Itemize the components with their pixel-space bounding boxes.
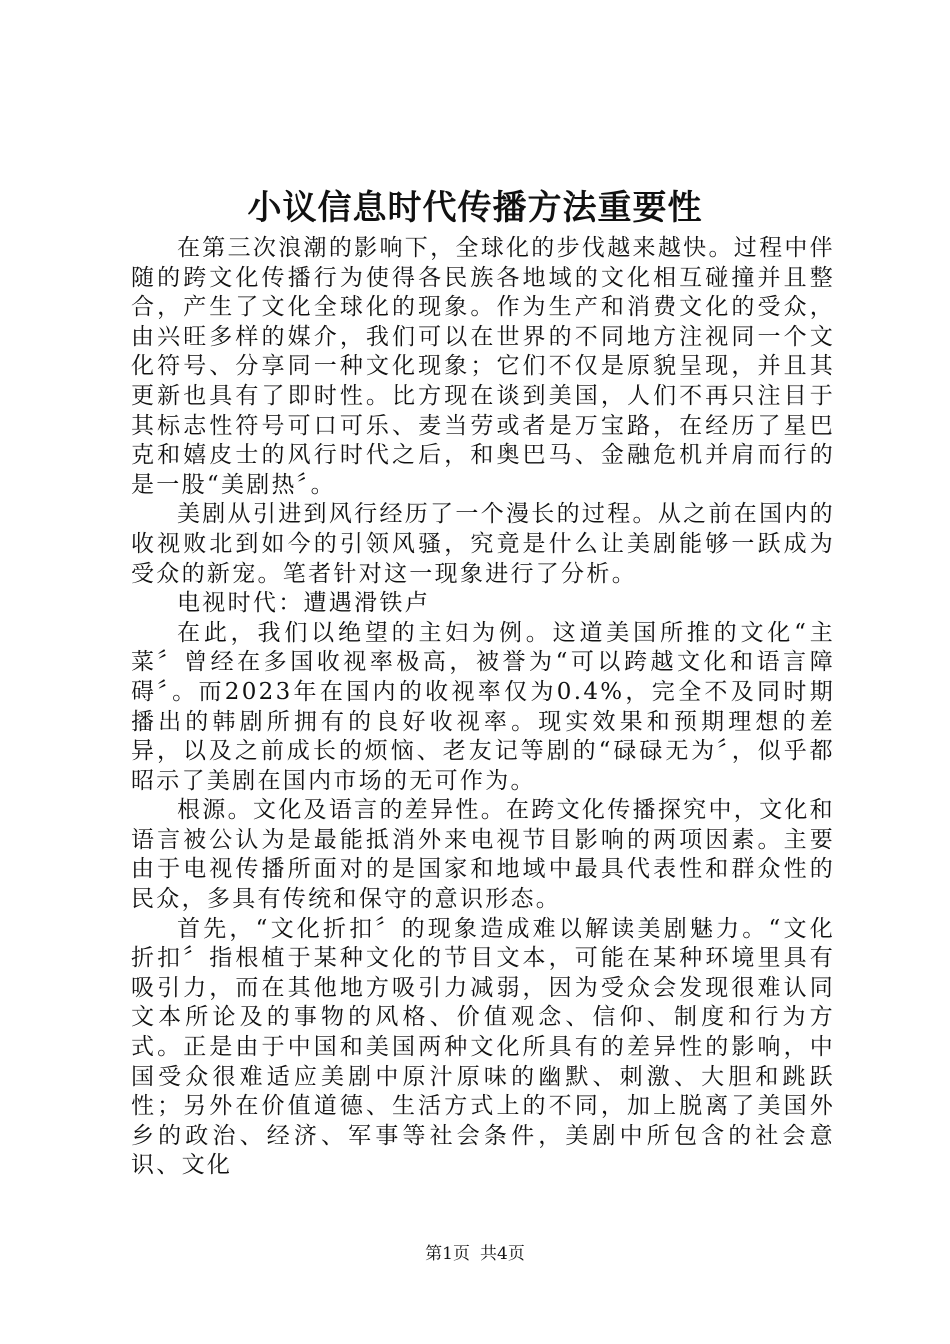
paragraph: 首先，“文化折扣〞的现象造成难以解读美剧魅力。“文化折扣〞指根植于某种文化的节目文本，可能在某种环境里具有吸引力，而在其他地方吸引力减弱，因为受众会发现很难认同文本所论及的事物的风格、价值观念、信仰、制度和行为方式。正是由于中国和美国两种文化所具有的差异性的影响，中国受众很难适应美剧中原汁原味的幽默、刺激、大胆和跳跃性；另外在价值道德、生活方式上的不同，加上脱离了美国外乡的政治、经济、军事等社会条件，美剧中所包含的社会意识、文化 xyxy=(131,915,835,1179)
paragraph: 美剧从引进到风行经历了一个漫长的过程。从之前在国内的收视败北到如今的引领风骚，究竟是什么让美剧能够一跃成为受众的新宠。笔者针对这一现象进行了分析。 xyxy=(131,501,835,587)
paragraph: 根源。文化及语言的差异性。在跨文化传播探究中，文化和语言被公认为是最能抵消外来电视节目影响的两项因素。主要由于电视传播所面对的是国家和地域中最具代表性和群众性的民众，多具有传统和保守的意识形态。 xyxy=(131,797,835,913)
section-heading: 电视时代：遭遇滑铁卢 xyxy=(177,590,430,617)
document-body xyxy=(131,234,835,1181)
page-number: 第1页 xyxy=(425,1244,470,1264)
paragraph: 在此，我们以绝望的主妇为例。这道美国所推的文化“主菜〞曾经在多国收视率极高，被誉为“可以跨越文化和语言障碍〞。而2023年在国内的收视率仅为0.4%，完全不及同时期播出的韩剧所拥有的良好收视率。现实效果和预期理想的差异，以及之前成长的烦恼、老友记等剧的“碌碌无为〞，似乎都昭示了美剧在国内市场的无可作为。 xyxy=(131,619,835,794)
page-footer xyxy=(0,1242,950,1266)
page-total: 共4页 xyxy=(480,1244,525,1264)
document-title: 小议信息时代传播方法重要性 xyxy=(247,188,703,228)
paragraph: 在第三次浪潮的影响下，全球化的步伐越来越快。过程中伴随的跨文化传播行为使得各民族各地域的文化相互碰撞并且整合，产生了文化全球化的现象。作为生产和消费文化的受众，由兴旺多样的媒介，我们可以在世界的不同地方注视同一个文化符号、分享同一种文化现象；它们不仅是原貌呈现，并且其更新也具有了即时性。比方现在谈到美国，人们不再只注目于其标志性符号可口可乐、麦当劳或者是万宝路，在经历了星巴克和嬉皮士的风行时代之后，和奥巴马、金融危机并肩而行的是一股“美剧热〞。 xyxy=(131,235,835,498)
